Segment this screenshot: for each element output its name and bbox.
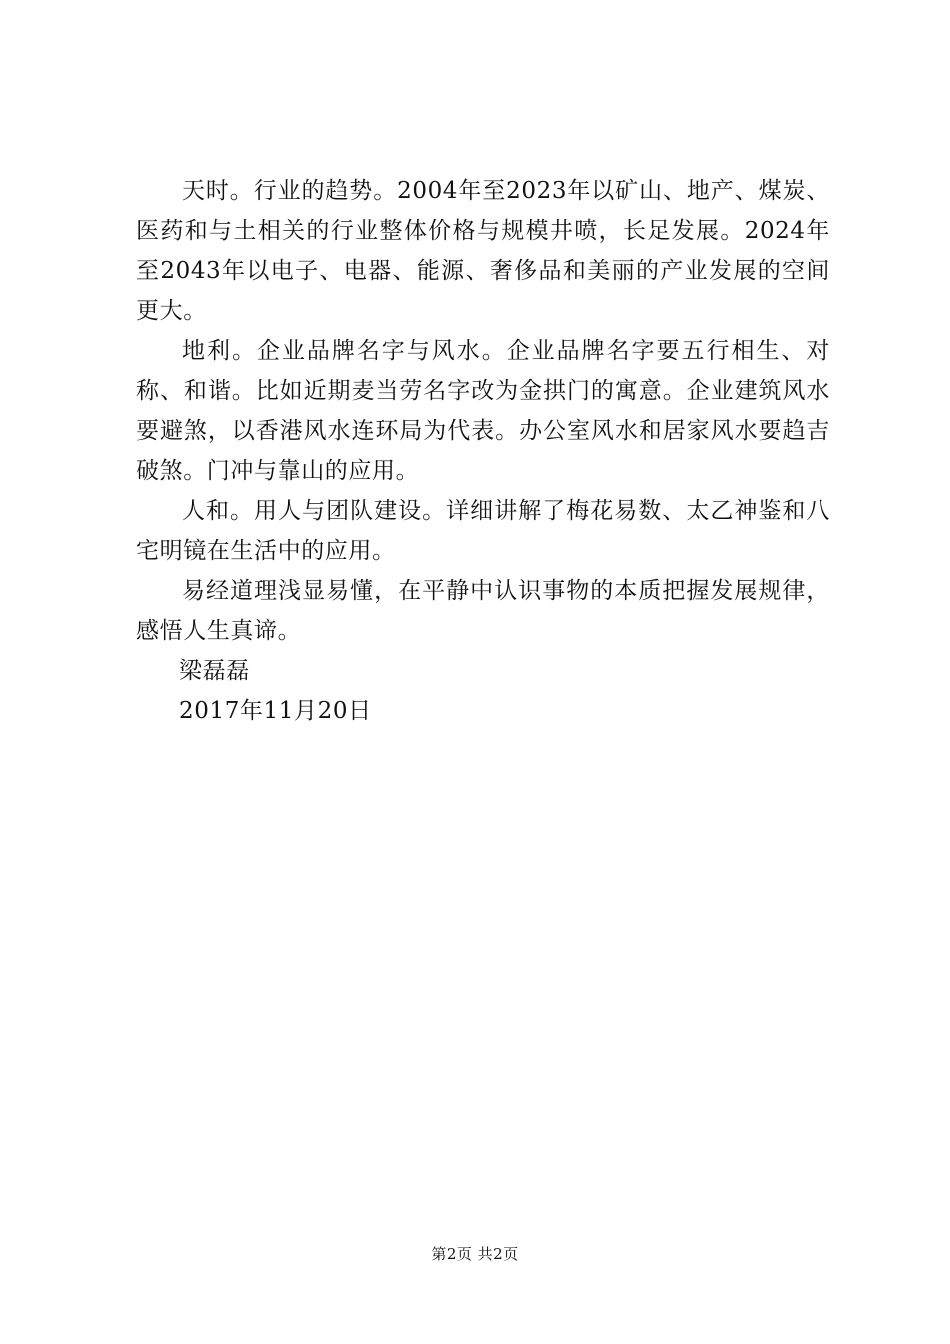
paragraph-tianshi: 天时。行业的趋势。2004年至2023年以矿山、地产、煤炭、医药和与土相关的行业整体价格与规模井喷，长足发展。2024年至2043年以电子、电器、能源、奢侈品和美丽的产业发展的空间更大。 [136, 178, 830, 324]
paragraph-renhe: 人和。用人与团队建设。详细讲解了梅花易数、太乙神鉴和八宅明镜在生活中的应用。 [136, 498, 830, 564]
paragraph-dili: 地利。企业品牌名字与风水。企业品牌名字要五行相生、对称、和谐。比如近期麦当劳名字改为金拱门的寓意。企业建筑风水要避煞，以香港风水连环局为代表。办公室风水和居家风水要趋吉破煞。门冲与靠山的应用。 [136, 338, 830, 484]
page-footer: 第2页 共2页 [431, 1245, 519, 1263]
author-name: 梁磊磊 [179, 658, 250, 684]
paragraph-conclusion: 易经道理浅显易懂，在平静中认识事物的本质把握发展规律，感悟人生真谛。 [136, 578, 830, 644]
document-date: 2017年11月20日 [179, 698, 372, 724]
document-body [136, 171, 830, 731]
